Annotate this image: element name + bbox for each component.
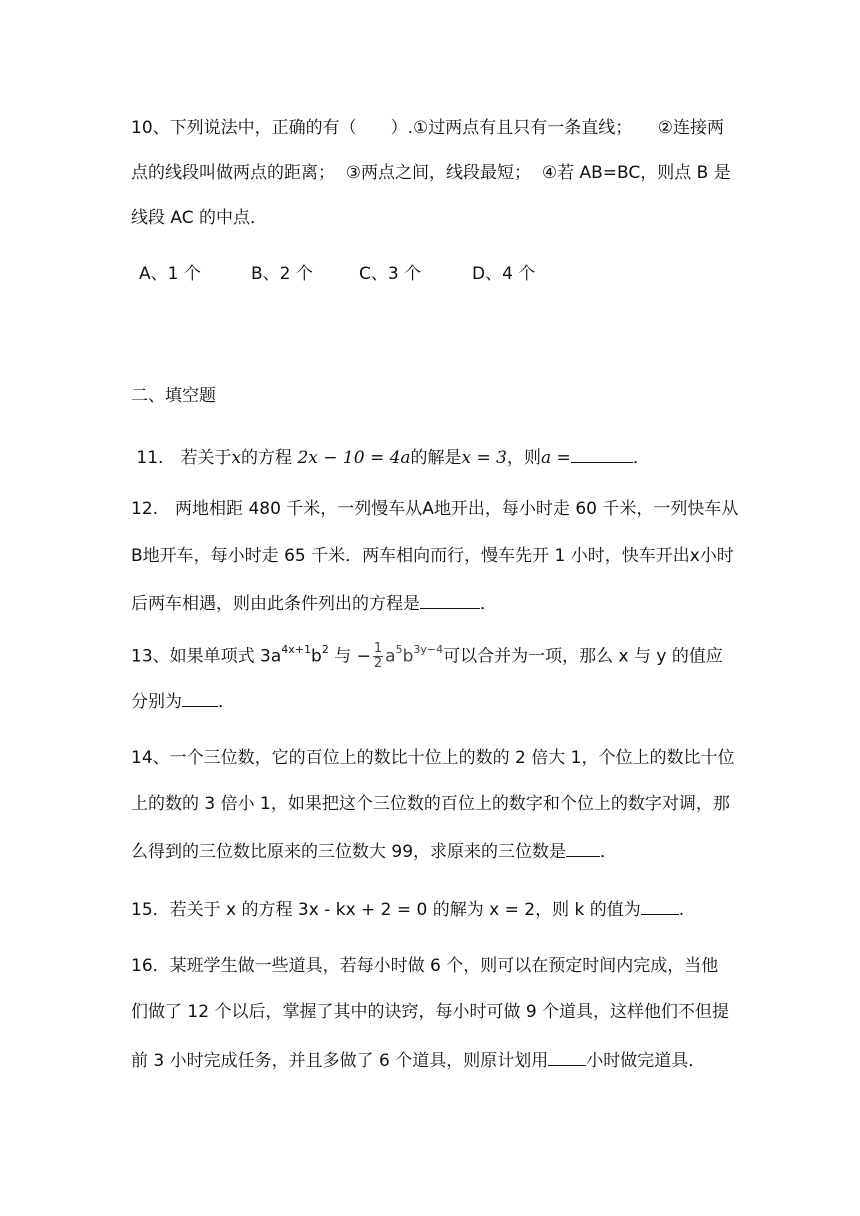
- q14-answer-blank[interactable]: [566, 840, 600, 857]
- q13-b: b: [311, 646, 322, 667]
- q13-exp-1: 4x+1: [281, 643, 312, 656]
- q11-mid3: ，则: [507, 448, 542, 468]
- q13-answer-blank[interactable]: [182, 690, 218, 707]
- q13-frac-den: 2: [373, 656, 383, 672]
- q11-prefix: 11. 若关于: [131, 448, 232, 468]
- q13-frac-num: 1: [373, 641, 383, 657]
- q13-exp-2: 2: [321, 643, 329, 656]
- q12-end: ．: [480, 594, 497, 614]
- q15-end: .: [678, 900, 685, 920]
- q11-mid2: 的解是: [410, 448, 462, 468]
- q16-line-2: 们做了 12 个以后，掌握了其中的诀窍，每小时可做 9 个道具，这样他们不但提: [131, 1002, 730, 1022]
- q16-line-3-text: 前 3 小时完成任务，并且多做了 6 个道具，则原计划用: [131, 1051, 549, 1071]
- q10-line-3: 线段 AC 的中点．: [131, 208, 268, 228]
- q10-option-c: C、3 个: [359, 264, 422, 284]
- q13-suffix: 可以合并为一项，那么 x 与 y 的值应: [443, 646, 723, 667]
- q11-end: ．: [632, 448, 650, 468]
- q14-line-1: 14、一个三位数，它的百位上的数比十位上的数的 2 倍大 1，个位上的数比十位: [131, 748, 735, 768]
- q14-line-3: [131, 840, 617, 862]
- q15-text: 15．若关于 x 的方程 3x - kx + 2 = 0 的解为 x = 2，则 k 的值为: [131, 900, 641, 920]
- q13-fraction: [373, 642, 383, 671]
- q12-line-1: 12. 两地相距 480 千米，一列慢车从A地开出，每小时走 60 千米，一列快车从: [131, 499, 739, 519]
- q13-a2: a: [385, 646, 396, 667]
- q16-line-3-end: 小时做完道具．: [586, 1051, 706, 1071]
- q15-answer-blank[interactable]: [641, 898, 679, 915]
- q12-answer-blank[interactable]: [420, 592, 480, 609]
- q10-line-1: 10、下列说法中，正确的有（ ）.①过两点有且只有一条直线； ②连接两: [131, 118, 725, 138]
- q11-line: [131, 446, 650, 468]
- q11-var-x: x: [231, 448, 242, 468]
- q10-option-d: D、4 个: [472, 264, 536, 284]
- q13-prefix: 13、如果单项式 3a: [131, 646, 282, 667]
- q13-exp-4: 3y−4: [413, 643, 444, 656]
- q13-with: 与 −: [328, 646, 371, 667]
- q10-option-a: A、1 个: [139, 264, 201, 284]
- q13-line-2-text: 分别为: [131, 692, 182, 712]
- q11-solution: x = 3: [461, 448, 508, 468]
- q15-line: [131, 898, 684, 920]
- q12-line-3: [131, 592, 497, 614]
- q11-answer-blank[interactable]: [571, 446, 633, 463]
- q12-line-2: B地开车，每小时走 65 千米．两车相向而行，慢车先开 1 小时，快车开出x小时: [131, 546, 734, 566]
- q16-line-3: [131, 1049, 705, 1071]
- q11-equation: 2x − 10 = 4a: [297, 448, 411, 468]
- q16-answer-blank[interactable]: [548, 1049, 586, 1066]
- q13-line-2: [131, 690, 235, 712]
- q16-line-1: 16．某班学生做一些道具，若每小时做 6 个，则可以在预定时间内完成，当他: [131, 956, 719, 976]
- q13-end: ．: [218, 692, 235, 712]
- q14-line-2: 上的数的 3 倍小 1，如果把这个三位数的百位上的数字和个位上的数字对调，那: [131, 794, 730, 814]
- q11-mid1: 的方程: [241, 448, 298, 468]
- q14-end: ．: [600, 842, 618, 862]
- q14-line-3-text: 么得到的三位数比原来的三位数大 99，求原来的三位数是: [131, 842, 567, 862]
- q11-ask: a =: [541, 448, 571, 468]
- q10-option-b: B、2 个: [251, 264, 313, 284]
- q13-line-1: [131, 642, 723, 671]
- q13-exp-3: 5: [395, 643, 403, 656]
- q10-line-2: 点的线段叫做两点的距离； ③两点之间，线段最短； ④若 AB=BC，则点 B 是: [131, 163, 731, 183]
- q12-line-3-text: 后两车相遇，则由此条件列出的方程是: [131, 594, 420, 614]
- section-title: 二、填空题: [131, 386, 216, 406]
- q13-b2: b: [402, 646, 414, 667]
